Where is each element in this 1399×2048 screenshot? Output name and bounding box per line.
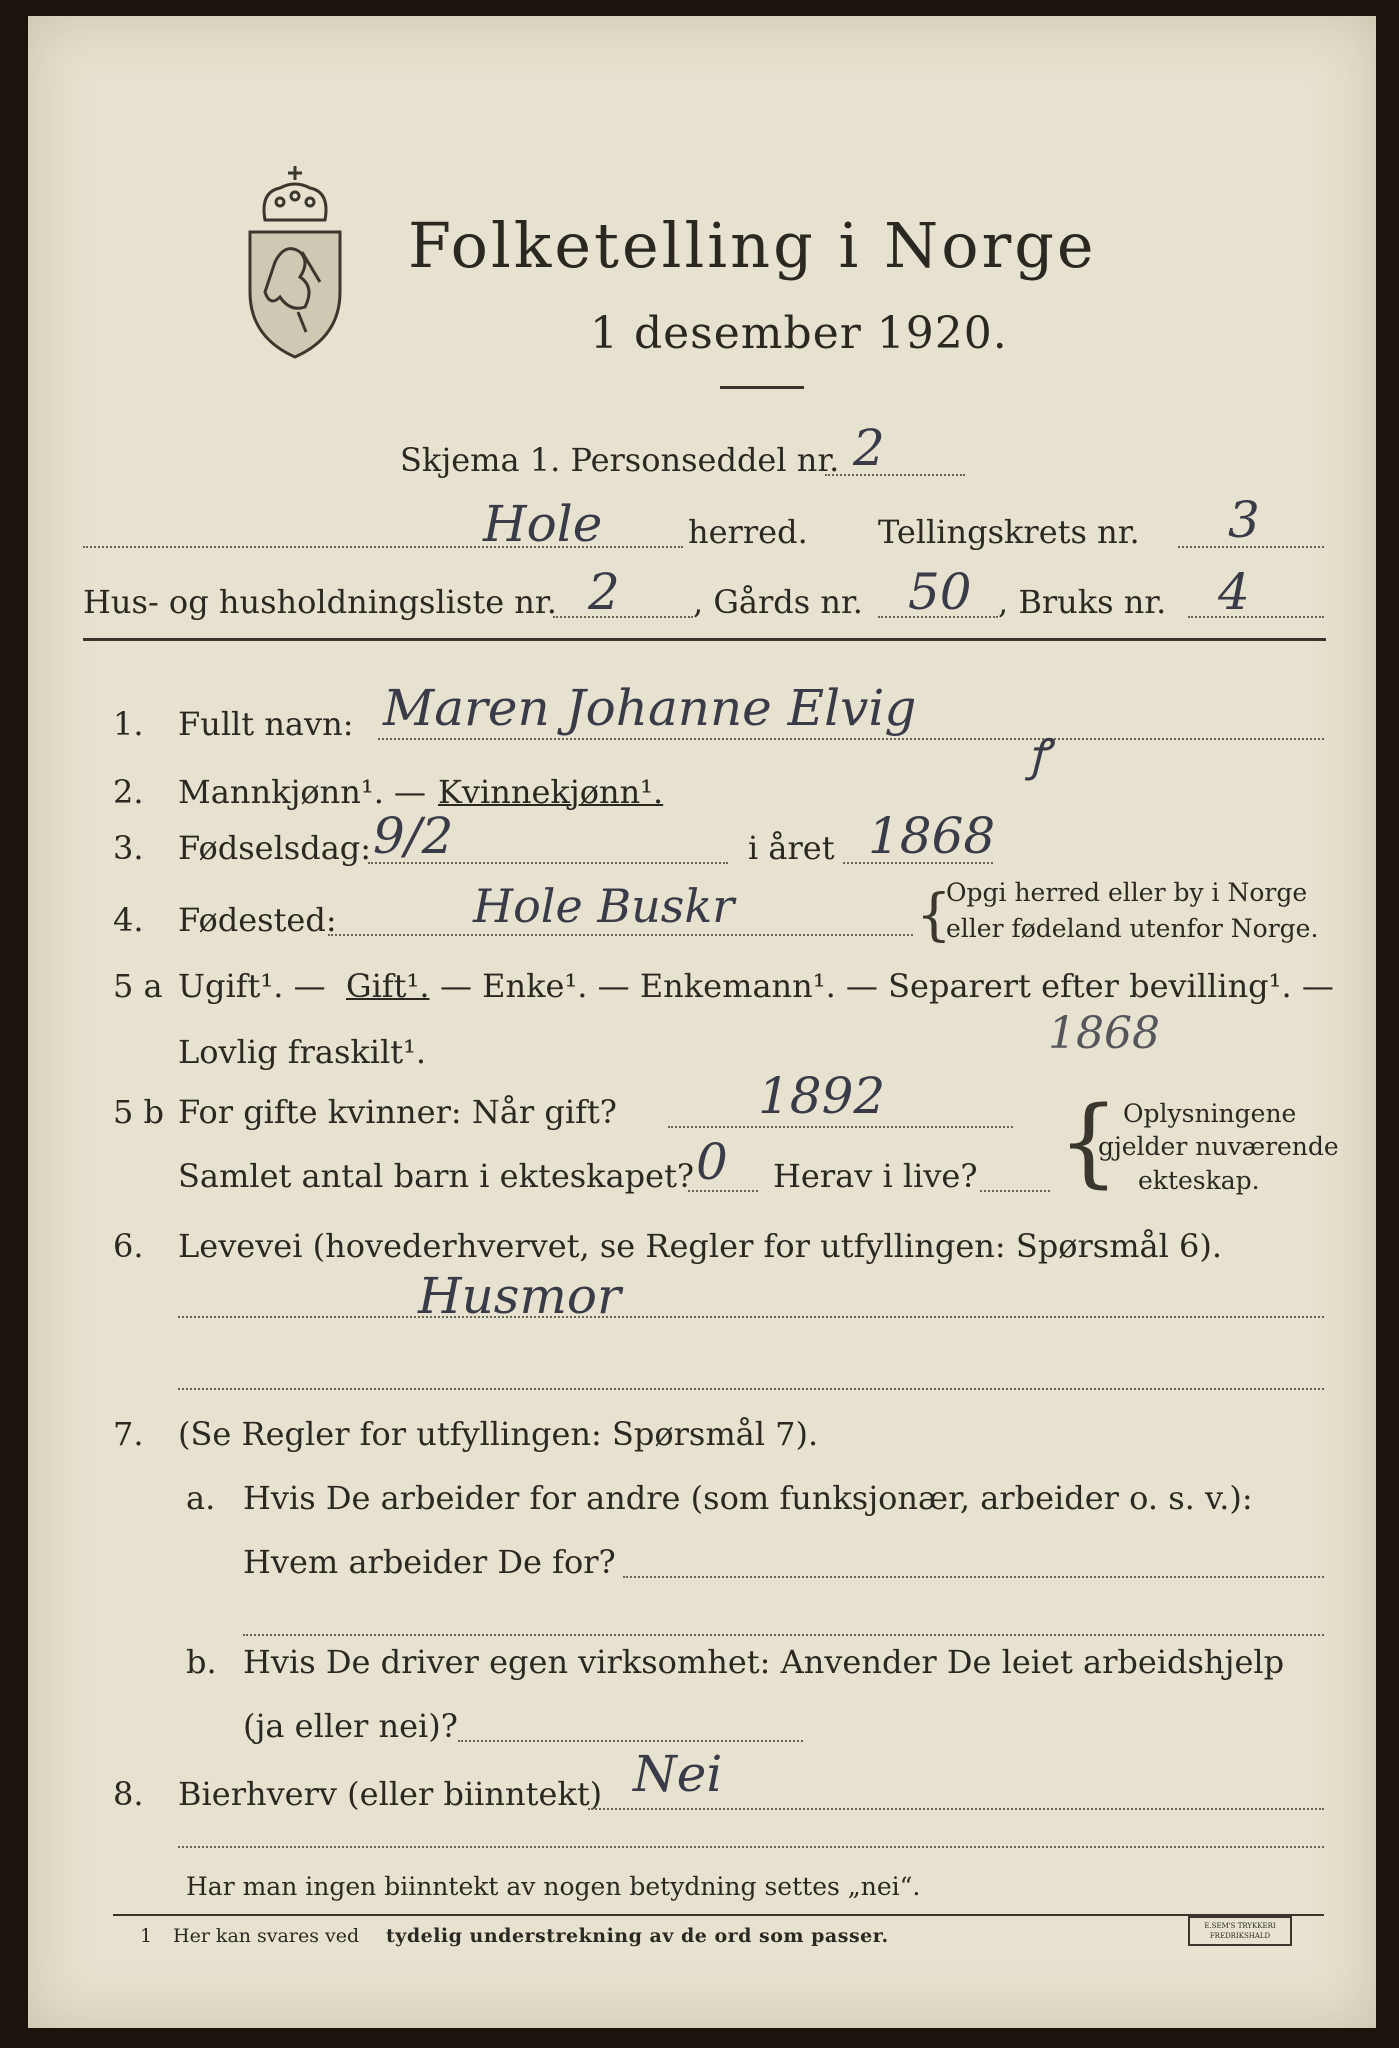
q8-label: Bierhverv (eller biinntekt) [178, 1775, 603, 1813]
q7b-letter: b. [186, 1643, 217, 1681]
q5b-children-label: Samlet antal barn i ekteskapet? [178, 1157, 695, 1195]
q3-label: Fødselsdag: [178, 829, 372, 867]
q5b-label: For gifte kvinner: Når gift? [178, 1093, 617, 1131]
tellingskrets-value[interactable]: 3 [1228, 491, 1260, 549]
q3-birth-year[interactable]: 1868 [868, 807, 996, 865]
q1-full-name[interactable]: Maren Johanne Elvig [383, 679, 917, 737]
q5b-note-3: ekteskap. [1138, 1166, 1260, 1195]
q5b-married-line [668, 1126, 1013, 1128]
herred-label: herred. [688, 513, 808, 551]
census-form-page [28, 16, 1376, 2028]
q4-line [328, 934, 913, 936]
q3-year-label: i året [748, 829, 835, 867]
q2-female[interactable]: Kvinnekjønn¹. [438, 773, 664, 811]
skjema-label: Skjema 1. Personseddel nr. [400, 441, 840, 479]
husholdning-label: Hus- og husholdningsliste nr. [83, 583, 557, 621]
q6-line-2 [178, 1388, 1324, 1390]
q8-line [588, 1808, 1324, 1810]
printer-stamp-text: E.SEM'S TRYKKERI FREDRIKSHALD [1204, 1922, 1276, 1940]
q5b-number: 5 b [113, 1093, 165, 1131]
footnote-text-b: tydelig understrekning av de ord som passer. [386, 1925, 889, 1947]
q2-number: 2. [113, 773, 144, 811]
q3-date-line [368, 862, 728, 864]
footer-note: Har man ingen biinntekt av nogen betydning settes „nei“. [186, 1872, 921, 1901]
q3-number: 3. [113, 829, 144, 867]
gards-line [878, 616, 998, 618]
q7a-employer-line [623, 1576, 1324, 1578]
q1-name-tail: ꝭ [1028, 730, 1049, 781]
q7a-text: Hvis De arbeider for andre (som funksjonær, arbeider o. s. v.): [243, 1479, 1253, 1517]
printer-stamp [1188, 1916, 1292, 1946]
husholdning-value[interactable]: 2 [588, 563, 620, 621]
q6-line-1 [178, 1316, 1324, 1318]
q2-male[interactable]: Mannkjønn¹. — [178, 773, 427, 811]
q4-number: 4. [113, 901, 144, 939]
q5b-brace: { [1058, 1086, 1120, 1198]
q6-occupation[interactable]: Husmor [418, 1267, 621, 1325]
tellingskrets-line [1178, 546, 1324, 548]
footnote-rule [113, 1914, 1324, 1916]
form-title: Folketelling i Norge [408, 209, 1097, 282]
q7a-extra-line [243, 1634, 1324, 1636]
q3-birth-date[interactable]: 9/2 [373, 807, 454, 865]
title-divider [720, 386, 804, 389]
herred-value[interactable]: Hole [483, 495, 603, 553]
q7b-hire-line [458, 1740, 803, 1742]
census-date: 1 desember 1920. [590, 308, 1008, 359]
q5a-margin-note: 1868 [1048, 1008, 1160, 1059]
personseddel-number[interactable]: 2 [853, 419, 885, 477]
q1-line [378, 738, 1324, 740]
q7-label: (Se Regler for utfyllingen: Spørsmål 7). [178, 1415, 819, 1453]
husholdning-line [553, 616, 693, 618]
q4-label: Fødested: [178, 901, 337, 939]
footnote-mark: 1 [140, 1925, 153, 1947]
q7b-text: Hvis De driver egen virksomhet: Anvender De leiet arbeidshjelp [243, 1643, 1285, 1681]
coat-of-arms-icon [240, 162, 350, 362]
q5b-married-year[interactable]: 1892 [758, 1067, 886, 1125]
q7a-employer-label: Hvem arbeider De for? [243, 1543, 616, 1581]
footer-divider [178, 1846, 1324, 1848]
q5a-fraskilt[interactable]: Lovlig fraskilt¹. [178, 1033, 427, 1071]
bruks-value[interactable]: 4 [1218, 563, 1250, 621]
q6-number: 6. [113, 1227, 144, 1265]
q5b-children-count[interactable]: 0 [696, 1133, 728, 1191]
q1-number: 1. [113, 705, 144, 743]
q5a-options[interactable]: — Enke¹. — Enkemann¹. — Separert efter bevilling¹. — [440, 967, 1334, 1005]
footnote-text-a: Her kan svares ved [173, 1925, 360, 1947]
gards-value[interactable]: 50 [908, 563, 972, 621]
bruks-line [1188, 616, 1324, 618]
q5b-note-1: Oplysningene [1123, 1099, 1297, 1128]
gards-label: , Gårds nr. [693, 583, 863, 621]
bruks-label: , Bruks nr. [998, 583, 1167, 621]
q5b-alive-line [980, 1190, 1050, 1192]
q7-number: 7. [113, 1415, 144, 1453]
q8-side-income[interactable]: Nei [633, 1745, 723, 1803]
q4-brace: { [916, 883, 952, 948]
q4-note-1: Opgi herred eller by i Norge [946, 878, 1308, 907]
q3-year-line [843, 862, 993, 864]
q5b-children-line [688, 1190, 758, 1192]
q8-number: 8. [113, 1775, 144, 1813]
q4-note-2: eller fødeland utenfor Norge. [946, 914, 1319, 943]
q5b-note-2: gjelder nuværende [1098, 1132, 1339, 1161]
tellingskrets-label: Tellingskrets nr. [878, 513, 1140, 551]
q5a-number: 5 a [113, 967, 163, 1005]
q6-label: Levevei (hovederhvervet, se Regler for utfyllingen: Spørsmål 6). [178, 1227, 1223, 1265]
q5a-ugift[interactable]: Ugift¹. — [178, 967, 326, 1005]
q1-label: Fullt navn: [178, 705, 354, 743]
header-rule [83, 638, 1326, 641]
q5a-gift[interactable]: Gift¹. [346, 967, 430, 1005]
personseddel-line [825, 474, 965, 476]
q7a-letter: a. [186, 1479, 216, 1517]
q4-birthplace[interactable]: Hole Buskr [473, 879, 735, 933]
q5b-alive-label: Herav i live? [773, 1157, 978, 1195]
q7b-hire-label: (ja eller nei)? [243, 1707, 458, 1745]
